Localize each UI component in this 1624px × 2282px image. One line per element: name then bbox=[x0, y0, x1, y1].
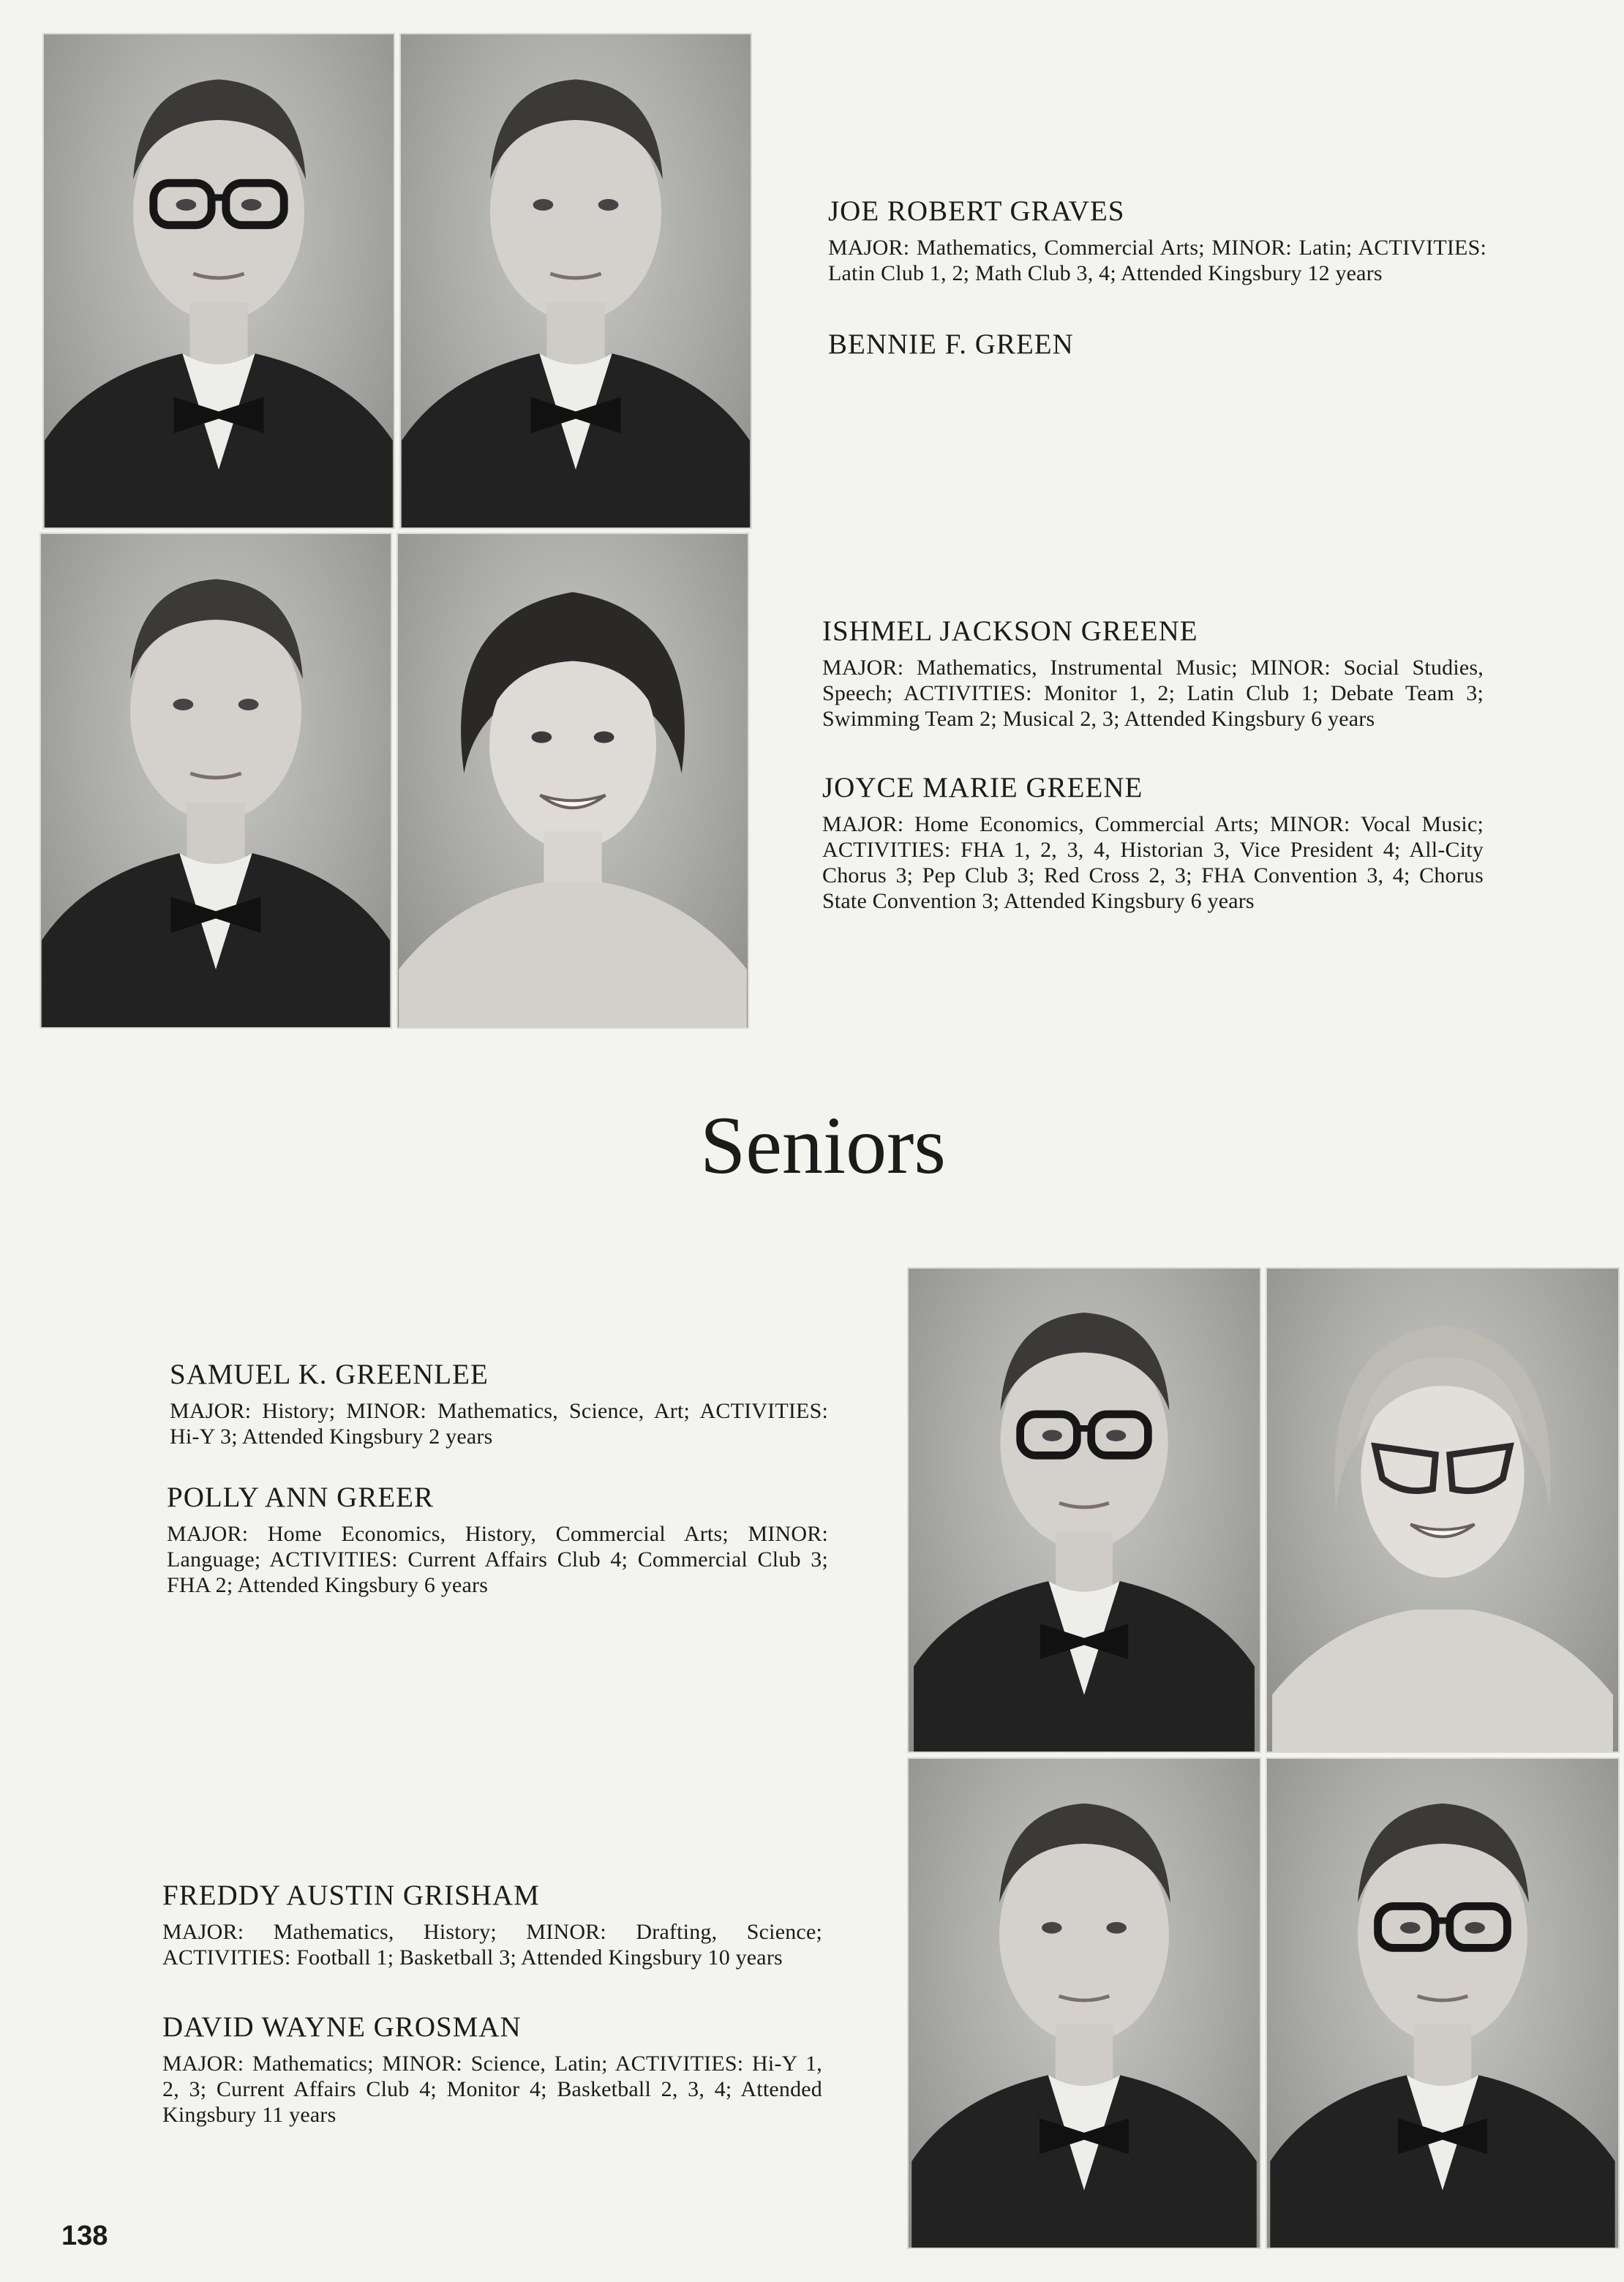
portrait-image bbox=[401, 34, 751, 528]
entry-graves bbox=[828, 196, 1486, 286]
entry-green bbox=[828, 329, 1486, 368]
portrait-photo-grisham bbox=[907, 1757, 1261, 2249]
student-name: ISHMEL JACKSON GREENE bbox=[822, 615, 1198, 647]
portrait-image bbox=[1267, 1269, 1618, 1752]
portrait-photo-graves bbox=[42, 33, 395, 529]
student-details: MAJOR: Home Economics, History, Commercial Arts; MINOR: Language; ACTIVITIES: Current Affairs Club 4; Commercial Club 3; FHA 2; Attended Kingsbury 6 years bbox=[167, 1521, 828, 1597]
student-details: MAJOR: History; MINOR: Mathematics, Science, Art; ACTIVITIES: Hi-Y 3; Attended Kingsbury 2 years bbox=[170, 1398, 828, 1449]
entry-greenlee bbox=[170, 1359, 828, 1449]
student-name: FREDDY AUSTIN GRISHAM bbox=[162, 1880, 540, 1911]
entry-greer bbox=[167, 1482, 828, 1598]
student-name: POLLY ANN GREER bbox=[167, 1482, 434, 1513]
student-details: MAJOR: Mathematics, Commercial Arts; MINOR: Latin; ACTIVITIES: Latin Club 1, 2; Math Club 3, 4; Attended Kingsbury 12 years bbox=[828, 235, 1486, 285]
portrait-image bbox=[398, 534, 748, 1027]
portrait-image bbox=[41, 534, 391, 1027]
entry-grisham bbox=[162, 1880, 822, 1970]
portrait-photo-ishmel-greene bbox=[40, 533, 392, 1029]
section-heading: Seniors bbox=[700, 1100, 946, 1191]
student-details: MAJOR: Mathematics, History; MINOR: Drafting, Science; ACTIVITIES: Football 1; Basketball 3; Attended Kingsbury 10 years bbox=[162, 1919, 822, 1970]
portrait-image bbox=[909, 1759, 1260, 2248]
portrait-photo-greer bbox=[1266, 1267, 1620, 1753]
page-number: 138 bbox=[61, 2221, 108, 2251]
entry-grosman bbox=[162, 2012, 822, 2128]
student-name: BENNIE F. GREEN bbox=[828, 329, 1074, 360]
student-details: MAJOR: Mathematics, Instrumental Music; MINOR: Social Studies, Speech; ACTIVITIES: Monitor 1, 2; Latin Club 1; Debate Team 3; Swimming Team 2; Musical 2, 3; Attended Kingsbury 6 years bbox=[822, 655, 1484, 731]
student-name: JOYCE MARIE GREENE bbox=[822, 772, 1143, 803]
portrait-image bbox=[1267, 1759, 1618, 2248]
portrait-photo-joyce-greene bbox=[396, 533, 749, 1029]
student-details: MAJOR: Mathematics; MINOR: Science, Latin; ACTIVITIES: Hi-Y 1, 2, 3; Current Affairs Club 4; Monitor 4; Basketball 2, 3, 4; Attended Kingsbury 11 years bbox=[162, 2051, 822, 2127]
student-name: SAMUEL K. GREENLEE bbox=[170, 1359, 489, 1390]
student-name: DAVID WAYNE GROSMAN bbox=[162, 2011, 522, 2043]
student-name: JOE ROBERT GRAVES bbox=[828, 195, 1125, 227]
portrait-photo-grosman bbox=[1266, 1757, 1620, 2249]
entry-joyce-greene bbox=[822, 773, 1484, 914]
entry-ishmel-greene bbox=[822, 616, 1484, 732]
portrait-photo-green bbox=[399, 33, 752, 529]
portrait-image bbox=[44, 34, 394, 528]
portrait-image bbox=[909, 1269, 1260, 1752]
student-details: MAJOR: Home Economics, Commercial Arts; MINOR: Vocal Music; ACTIVITIES: FHA 1, 2, 3, 4, Historian 3, Vice President 4; All-City Chorus 3; Pep Club 3; Red Cross 2, 3; FHA Convention 3, 4; Chorus State Convention 3; Attended Kingsbury 6 years bbox=[822, 811, 1484, 913]
portrait-photo-greenlee bbox=[907, 1267, 1261, 1753]
